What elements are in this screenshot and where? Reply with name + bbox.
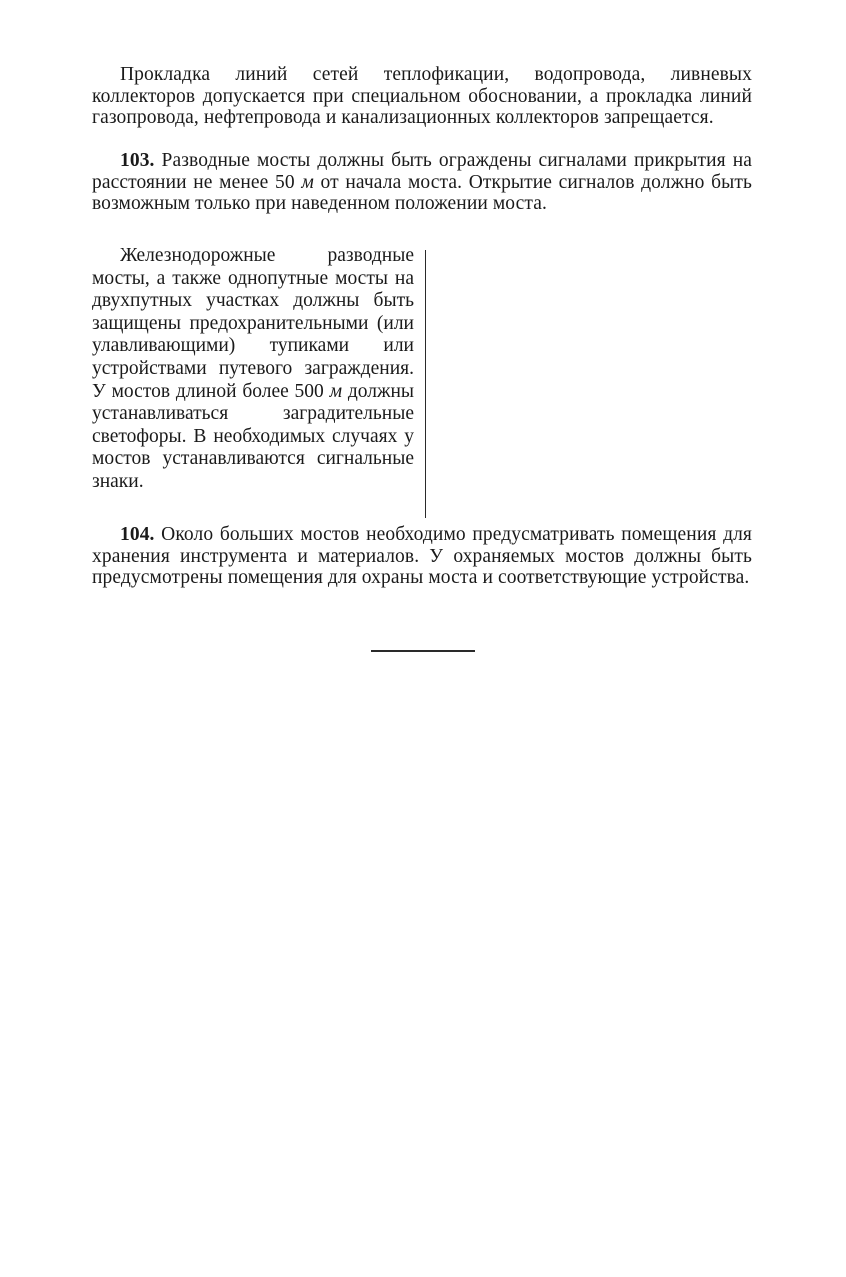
unit-meters: м (301, 171, 314, 193)
end-divider (371, 650, 475, 652)
paragraph-pipelines (92, 64, 752, 129)
paragraph-railway-bridges (92, 245, 414, 494)
section-number: 103. (120, 150, 155, 171)
paragraph-text: Железнодорожные разводные мосты, а также однопутные мосты на двухпутных участках должны быть защищены предохранительными (или улавливающими) тупиками или устройствами путевого заграждения. У мостов длиной более 500 (92, 245, 414, 402)
paragraph-text: от начала моста. Открытие сигналов должно быть возможным только при наведенном положении моста. (92, 171, 752, 214)
paragraph-text: Около больших мостов необходимо предусматривать помещения для хранения инструмента и материалов. У охраняемых мостов должны быть предусмотрены помещения для охраны моста и соответствующие устройства. (92, 524, 752, 588)
paragraph-text: Прокладка линий сетей теплофикации, водопровода, ливневых коллекторов допускается при специальном обосновании, а прокладка линий газопровода, нефтепровода и канализационных коллекторов запрещается. (92, 64, 752, 128)
margin-vertical-rule (425, 250, 426, 518)
paragraph-103 (92, 150, 752, 215)
section-number: 104. (120, 524, 155, 545)
paragraph-text: должны устанавливаться заградительные светофоры. В необходимых случаях у мостов устанавливаются сигнальные знаки. (92, 380, 414, 492)
paragraph-text: Разводные мосты должны быть ограждены сигналами прикрытия на расстоянии не менее 50 (92, 150, 752, 193)
unit-meters: м (329, 380, 343, 402)
paragraph-104 (92, 524, 752, 589)
